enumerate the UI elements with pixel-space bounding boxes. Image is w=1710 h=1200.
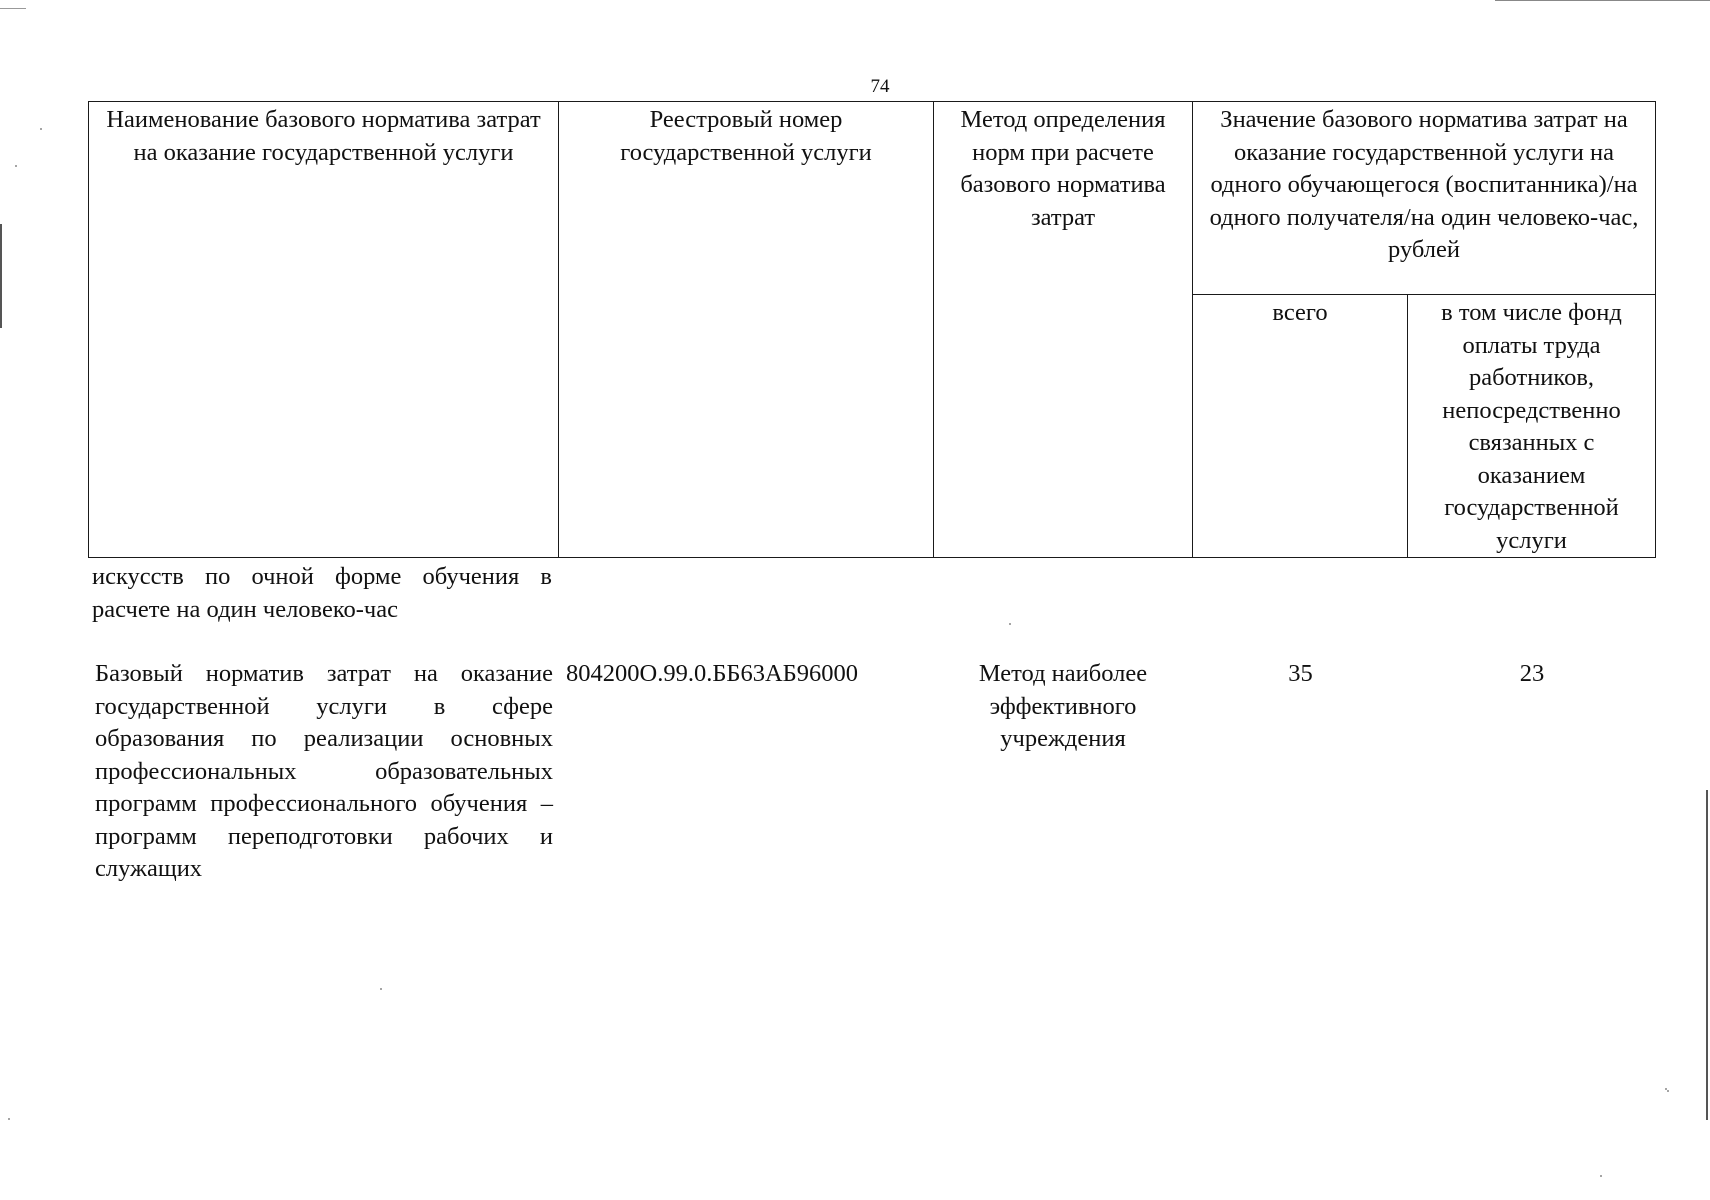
header-cell-value: Значение базового норматива затрат на оказание государственной услуги на одного обучающегося (воспитанника)/на одного получателя/на один человеко-час, рублей <box>1193 102 1656 295</box>
row-value-total: 35 <box>1288 660 1313 687</box>
scan-speck <box>40 128 42 130</box>
header-cell-total: всего <box>1193 295 1408 558</box>
row-method: Метод наиболее эффективного учреждения <box>978 660 1148 752</box>
scan-speck <box>8 1118 10 1120</box>
row-registry-number: 804200О.99.0.ББ63АБ96000 <box>566 660 858 687</box>
scan-speck <box>1009 623 1011 625</box>
scan-speck <box>1600 1175 1602 1177</box>
scan-edge-mark-left <box>0 224 2 328</box>
scan-edge-mark-top-left <box>0 8 26 9</box>
header-table <box>88 101 1656 558</box>
scan-edge-mark-right <box>1706 790 1708 1120</box>
page-number: 74 <box>870 76 890 97</box>
header-cell-name: Наименование базового норматива затрат на оказание государственной услуги <box>89 102 559 558</box>
row-value-fund: 23 <box>1519 660 1545 687</box>
scan-speck <box>1667 1090 1669 1092</box>
header-cell-fund: в том числе фонд оплаты труда работников, непосредственно связанных с оказанием государственной услуги <box>1408 295 1656 558</box>
header-cell-method: Метод определения норм при расчете базового норматива затрат <box>934 102 1193 558</box>
header-cell-registry: Реестровый номер государственной услуги <box>559 102 934 558</box>
scan-speck <box>15 165 17 167</box>
continuation-text: искусств по очной форме обучения в расчете на один человеко-час <box>92 563 552 623</box>
scan-speck <box>380 988 382 990</box>
row-service-name: Базовый норматив затрат на оказание государственной услуги в сфере образования по реализации основных профессиональных образовательных программ профессионального обучения – программ переподготовки рабочих и служащих <box>95 660 553 882</box>
header-row-top <box>89 102 1656 295</box>
scan-edge-mark-top <box>1495 0 1710 1</box>
